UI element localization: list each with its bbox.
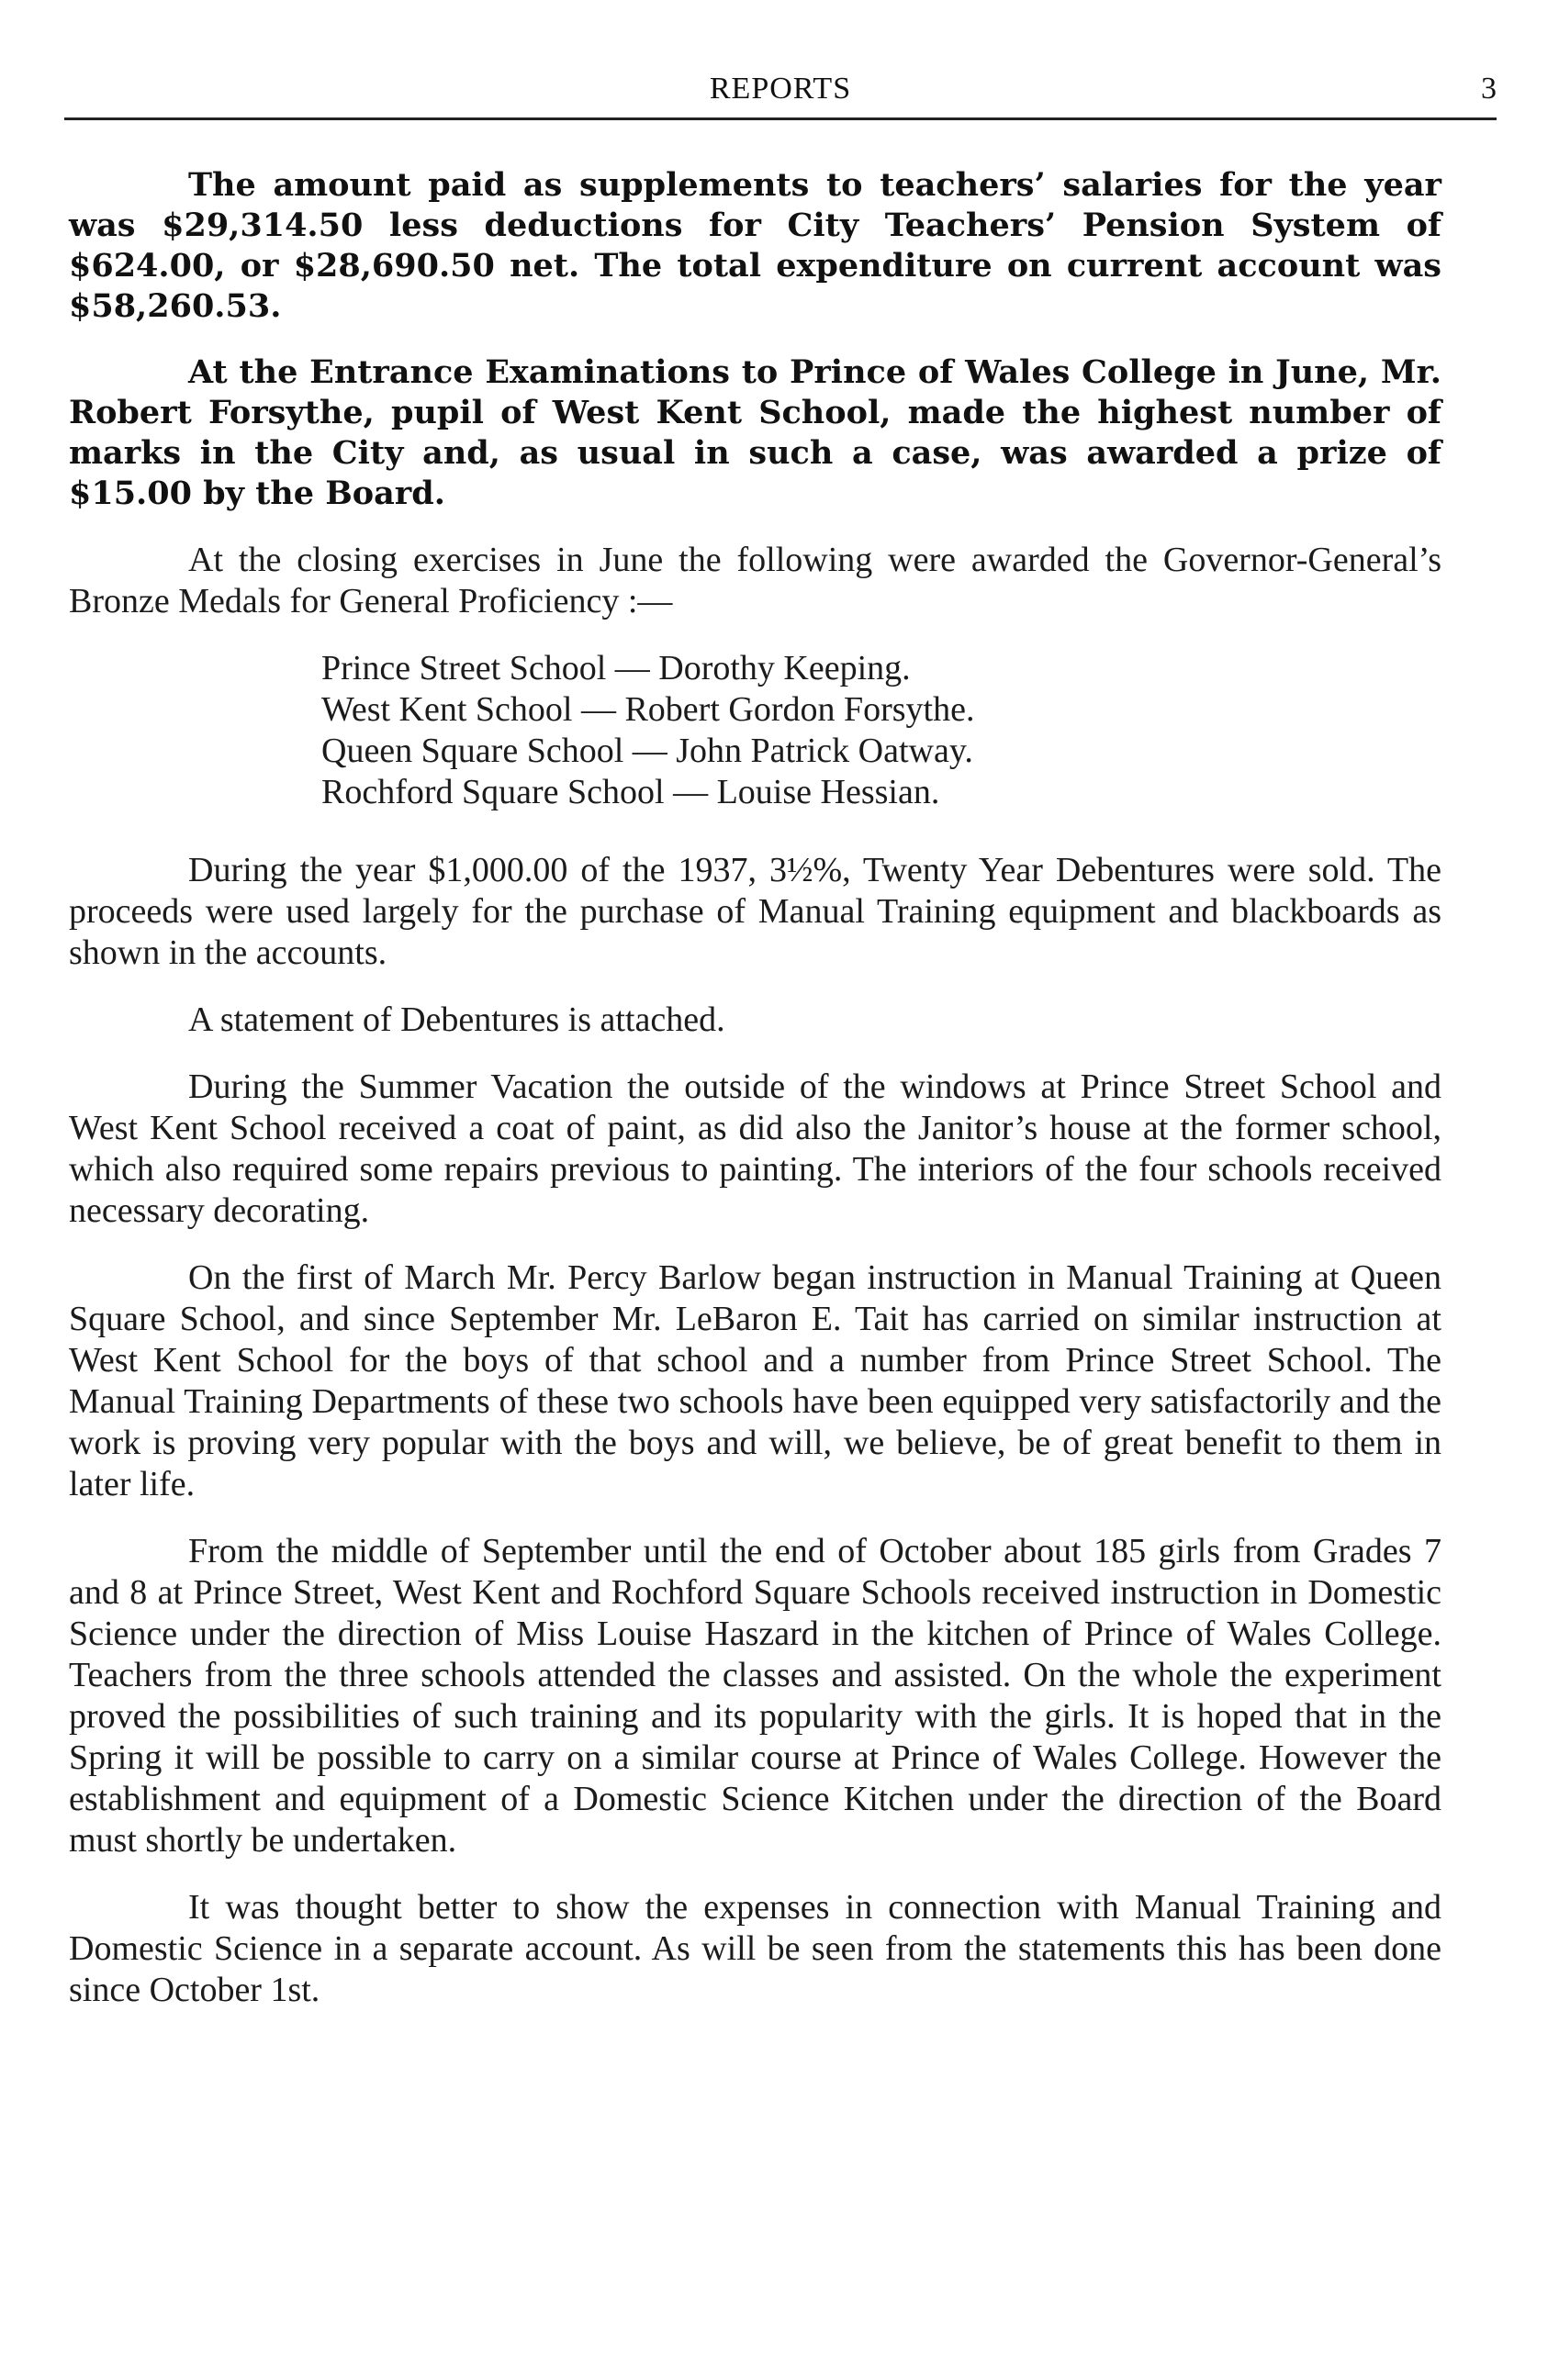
paragraph-salaries: The amount paid as supplements to teachers’ salaries for the year was $29,314.50 less deductions for City Teachers’ Pension System of $624.00, or $28,690.50 net. The total expenditure on current account was $58,260.53.: [69, 166, 1441, 325]
medal-item: Queen Square School — John Patrick Oatway.: [321, 732, 973, 770]
paragraph-medals-intro: At the closing exercises in June the following were awarded the Governor-General’s Bronze Medals for General Proficiency :—: [69, 541, 1441, 620]
running-header: [64, 64, 1497, 128]
paragraph-separate-account: It was thought better to show the expenses in connection with Manual Training and Domestic Science in a separate account. As will be seen from the statements this has been done since October 1st.: [69, 1888, 1441, 2009]
paragraph-manual-training: On the first of March Mr. Percy Barlow began instruction in Manual Training at Queen Square School, and since September Mr. LeBaron E. Tait has carried on similar instruction at West Kent School for the boys of that school and a number from Prince Street School. The Manual Training Departments of these two schools have been equipped very satisfactorily and the work is proving very popular with the boys and will, we believe, be of great benefit to them in later life.: [69, 1258, 1441, 1503]
paragraph-debentures: During the year $1,000.00 of the 1937, 3½%, Twenty Year Debentures were sold. The proceeds were used largely for the purchase of Manual Training equipment and blackboards as shown in the accounts.: [69, 851, 1441, 972]
report-body: [69, 165, 1441, 2037]
medal-list: [321, 648, 1441, 813]
paragraph-domestic-science: From the middle of September until the end of October about 185 girls from Grades 7 and 8 at Prince Street, West Kent and Rochford Square Schools received instruction in Domestic Science under the direction of Miss Louise Haszard in the kitchen of Prince of Wales College. Teachers from the three schools attended the classes and assisted. On the whole the experiment proved the possibilities of such training and its popularity with the girls. It is hoped that in the Spring it will be possible to carry on a similar course at Prince of Wales College. However the establishment and equipment of a Domestic Science Kitchen under the direction of the Board must shortly be undertaken.: [69, 1532, 1441, 1860]
page-number: 3: [1481, 72, 1497, 106]
paragraph-entrance-exams: At the Entrance Examinations to Prince of Wales College in June, Mr. Robert Forsythe, pupil of West Kent School, made the highest number of marks in the City and, as usual in such a case, was awarded a prize of $15.00 by the Board.: [69, 353, 1441, 512]
medal-item: Prince Street School — Dorothy Keeping.: [321, 649, 911, 687]
paragraph-summer-vacation: During the Summer Vacation the outside of the windows at Prince Street School and West Kent School received a coat of paint, as did also the Janitor’s house at the former school, which also required some repairs previous to painting. The interiors of the four schools received necessary decorating.: [69, 1067, 1441, 1230]
header-title: REPORTS: [709, 72, 852, 106]
medal-item: Rochford Square School — Louise Hessian.: [321, 773, 940, 811]
paragraph-statement: A statement of Debentures is attached.: [188, 1000, 725, 1039]
medal-item: West Kent School — Robert Gordon Forsythe.: [321, 690, 975, 729]
header-rule: [64, 117, 1497, 120]
